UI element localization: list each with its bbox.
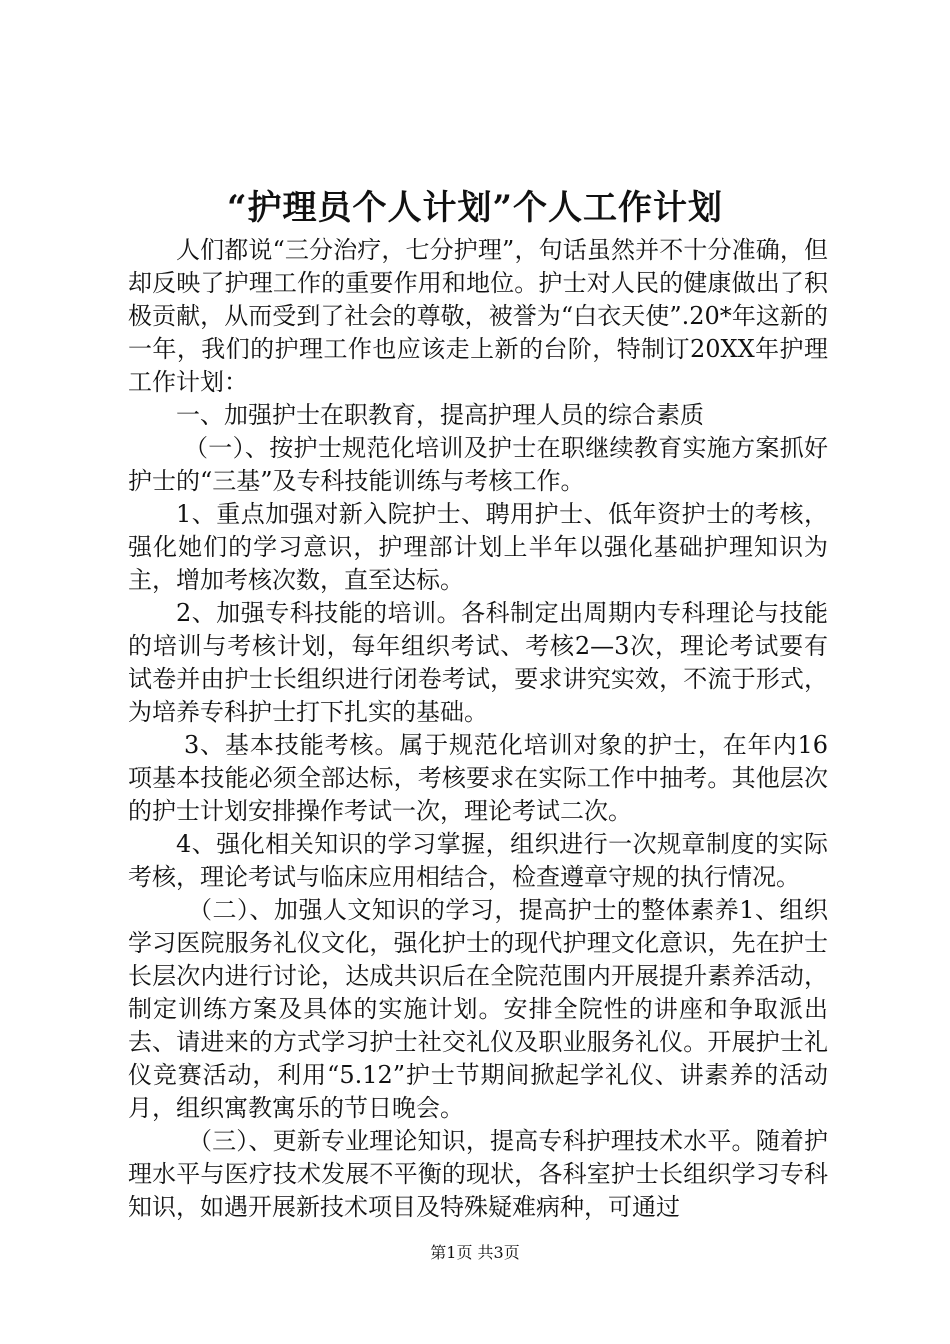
- subsection-3: （三）、更新专业理论知识，提高专科护理技术水平。随着护理水平与医疗技术发展不平衡的现状，各科室护士长组织学习专科知识，如遇开展新技术项目及特殊疑难病种，可通过: [128, 1127, 828, 1221]
- document-body: [128, 234, 828, 1224]
- item-4: 4、强化相关知识的学习掌握，组织进行一次规章制度的实际考核，理论考试与临床应用相结合，检查遵章守规的执行情况。: [128, 830, 828, 891]
- item-3: 3、基本技能考核。属于规范化培训对象的护士，在年内16项基本技能必须全部达标，考核要求在实际工作中抽考。其他层次的护士计划安排操作考试一次，理论考试二次。: [128, 731, 828, 825]
- paragraph-intro: 人们都说“三分治疗，七分护理”，句话虽然并不十分准确，但却反映了护理工作的重要作用和地位。护士对人民的健康做出了积极贡献，从而受到了社会的尊敬，被誉为“白衣天使”.20*年这新的一年，我们的护理工作也应该走上新的台阶，特制订20XX年护理工作计划：: [128, 236, 828, 396]
- item-2: 2、加强专科技能的培训。各科制定出周期内专科理论与技能的培训与考核计划，每年组织考试、考核2—3次，理论考试要有试卷并由护士长组织进行闭卷考试，要求讲究实效，不流于形式，为培养专科护士打下扎实的基础。: [128, 599, 828, 726]
- item-1: 1、重点加强对新入院护士、聘用护士、低年资护士的考核，强化她们的学习意识，护理部计划上半年以强化基础护理知识为主，增加考核次数，直至达标。: [128, 500, 828, 594]
- page-number-footer: 第1页 共3页: [430, 1243, 520, 1262]
- subsection-1: （一）、按护士规范化培训及护士在职继续教育实施方案抓好护士的“三基”及专科技能训练与考核工作。: [128, 434, 828, 495]
- document-title: “护理员个人计划”个人工作计划: [226, 188, 724, 228]
- section-heading-1: 一、加强护士在职教育，提高护理人员的综合素质: [176, 401, 704, 429]
- subsection-2: （二）、加强人文知识的学习，提高护士的整体素养1、组织学习医院服务礼仪文化，强化护士的现代护理文化意识，先在护士长层次内进行讨论，达成共识后在全院范围内开展提升素养活动，制定训练方案及具体的实施计划。安排全院性的讲座和争取派出去、请进来的方式学习护士社交礼仪及职业服务礼仪。开展护士礼仪竞赛活动，利用“5.12”护士节期间掀起学礼仪、讲素养的活动月，组织寓教寓乐的节日晚会。: [128, 896, 828, 1122]
